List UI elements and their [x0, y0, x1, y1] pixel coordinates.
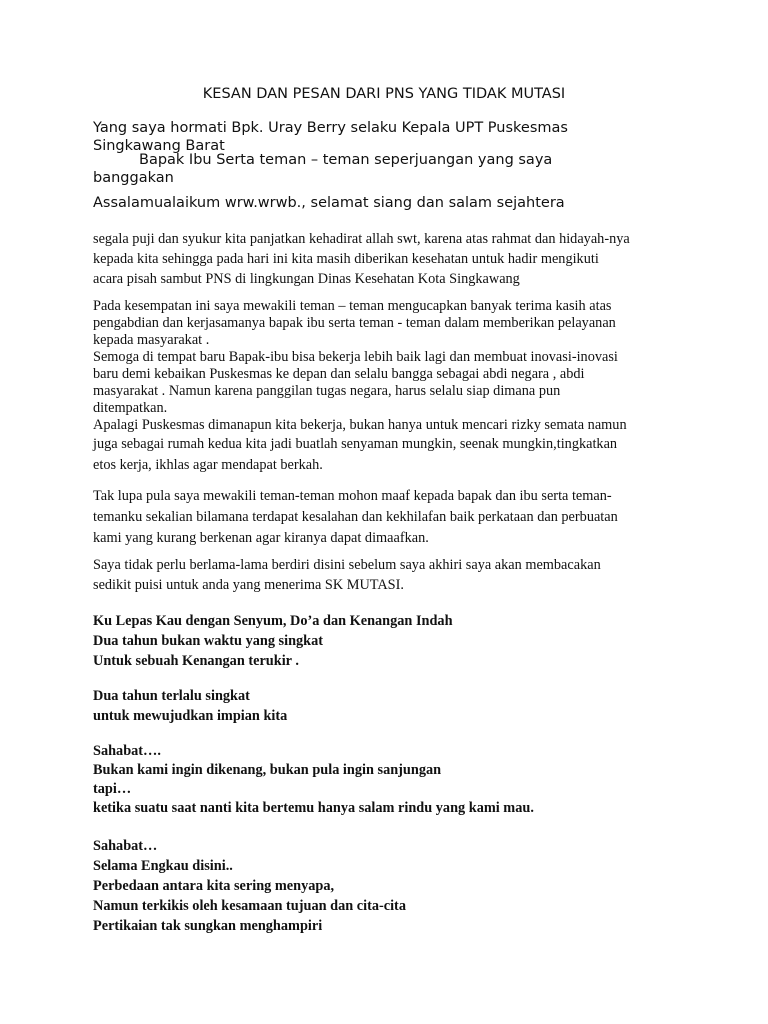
greeting2-line: banggakan	[93, 170, 174, 186]
paragraph-line: segala puji dan syukur kita panjatkan kehadirat allah swt, karena atas rahmat dan hidayah-nya	[93, 231, 630, 247]
poem-stanza-4	[93, 836, 713, 936]
paragraph-line: sedikit puisi untuk anda yang menerima SK MUTASI.	[93, 577, 404, 593]
greeting2-block	[93, 151, 733, 187]
poem-line: Dua tahun bukan waktu yang singkat	[93, 633, 324, 649]
greeting2-line: Bapak Ibu Serta teman – teman seperjuangan yang saya	[139, 152, 553, 168]
poem-line: Dua tahun terlalu singkat	[93, 688, 250, 704]
poem-stanza-3	[93, 742, 713, 818]
paragraph-opening	[93, 229, 693, 289]
poem-line: Namun terkikis oleh kesamaan tujuan dan cita-cita	[93, 898, 406, 914]
paragraph-apology	[93, 486, 693, 549]
poem-line: ketika suatu saat nanti kita bertemu hanya salam rindu yang kami mau.	[93, 800, 534, 816]
paragraph-line: juga sebagai rumah kedua kita jadi buatlah senyaman mungkin, seenak mungkin,tingkatkan	[93, 436, 618, 452]
poem-line: untuk mewujudkan impian kita	[93, 708, 288, 724]
poem-stanza-1	[93, 611, 713, 671]
paragraph-line: kepada masyarakat .	[93, 332, 210, 348]
paragraph-closing	[93, 555, 693, 595]
poem-line: tapi…	[93, 781, 132, 797]
greeting-line: Yang saya hormati Bpk. Uray Berry selaku Kepala UPT Puskesmas	[93, 120, 568, 136]
paragraph-line: acara pisah sambut PNS di lingkungan Dinas Kesehatan Kota Singkawang	[93, 271, 520, 287]
paragraph-line: temanku sekalian bilamana terdapat kesalahan dan kekhilafan baik perkataan dan perbuatan	[93, 509, 618, 525]
salam-line: Assalamualaikum wrw.wrwb., selamat siang dan salam sejahtera	[93, 195, 565, 211]
poem-line: Sahabat….	[93, 743, 161, 759]
document-title: KESAN DAN PESAN DARI PNS YANG TIDAK MUTASI	[202, 86, 566, 102]
paragraph-line: Semoga di tempat baru Bapak-ibu bisa bekerja lebih baik lagi dan membuat inovasi-inovasi	[93, 349, 618, 365]
paragraph-line: etos kerja, ikhlas agar mendapat berkah.	[93, 457, 323, 473]
poem-line: Pertikaian tak sungkan menghampiri	[93, 918, 323, 934]
poem-line: Sahabat…	[93, 838, 158, 854]
paragraph-thanks	[93, 298, 693, 476]
greeting-line: Singkawang Barat	[93, 138, 225, 154]
paragraph-line: pengabdian dan kerjasamanya bapak ibu serta teman - teman dalam memberikan pelayanan	[93, 315, 616, 331]
paragraph-line: kami yang kurang berkenan agar kiranya dapat dimaafkan.	[93, 530, 429, 546]
poem-line: Perbedaan antara kita sering menyapa,	[93, 878, 335, 894]
poem-line: Selama Engkau disini..	[93, 858, 233, 874]
paragraph-line: kepada kita sehingga pada hari ini kita masih diberikan kesehatan untuk hadir mengikuti	[93, 251, 599, 267]
paragraph-line: masyarakat . Namun karena panggilan tugas negara, harus selalu siap dimana pun	[93, 383, 561, 399]
paragraph-line: Tak lupa pula saya mewakili teman-teman mohon maaf kepada bapak dan ibu serta teman-	[93, 488, 612, 504]
poem-line: Bukan kami ingin dikenang, bukan pula ingin sanjungan	[93, 762, 442, 778]
poem-stanza-2	[93, 686, 713, 726]
greeting-block	[93, 119, 733, 155]
poem-line: Ku Lepas Kau dengan Senyum, Do’a dan Kenangan Indah	[93, 613, 453, 629]
paragraph-line: Pada kesempatan ini saya mewakili teman – teman mengucapkan banyak terima kasih atas	[93, 298, 612, 314]
poem-line: Untuk sebuah Kenangan terukir .	[93, 653, 299, 669]
paragraph-line: ditempatkan.	[93, 400, 168, 416]
paragraph-line: Apalagi Puskesmas dimanapun kita bekerja, bukan hanya untuk mencari rizky semata namun	[93, 417, 627, 433]
paragraph-line: baru demi kebaikan Puskesmas ke depan dan selalu bangga sebagai abdi negara , abdi	[93, 366, 585, 382]
paragraph-line: Saya tidak perlu berlama-lama berdiri disini sebelum saya akhiri saya akan membacakan	[93, 557, 601, 573]
